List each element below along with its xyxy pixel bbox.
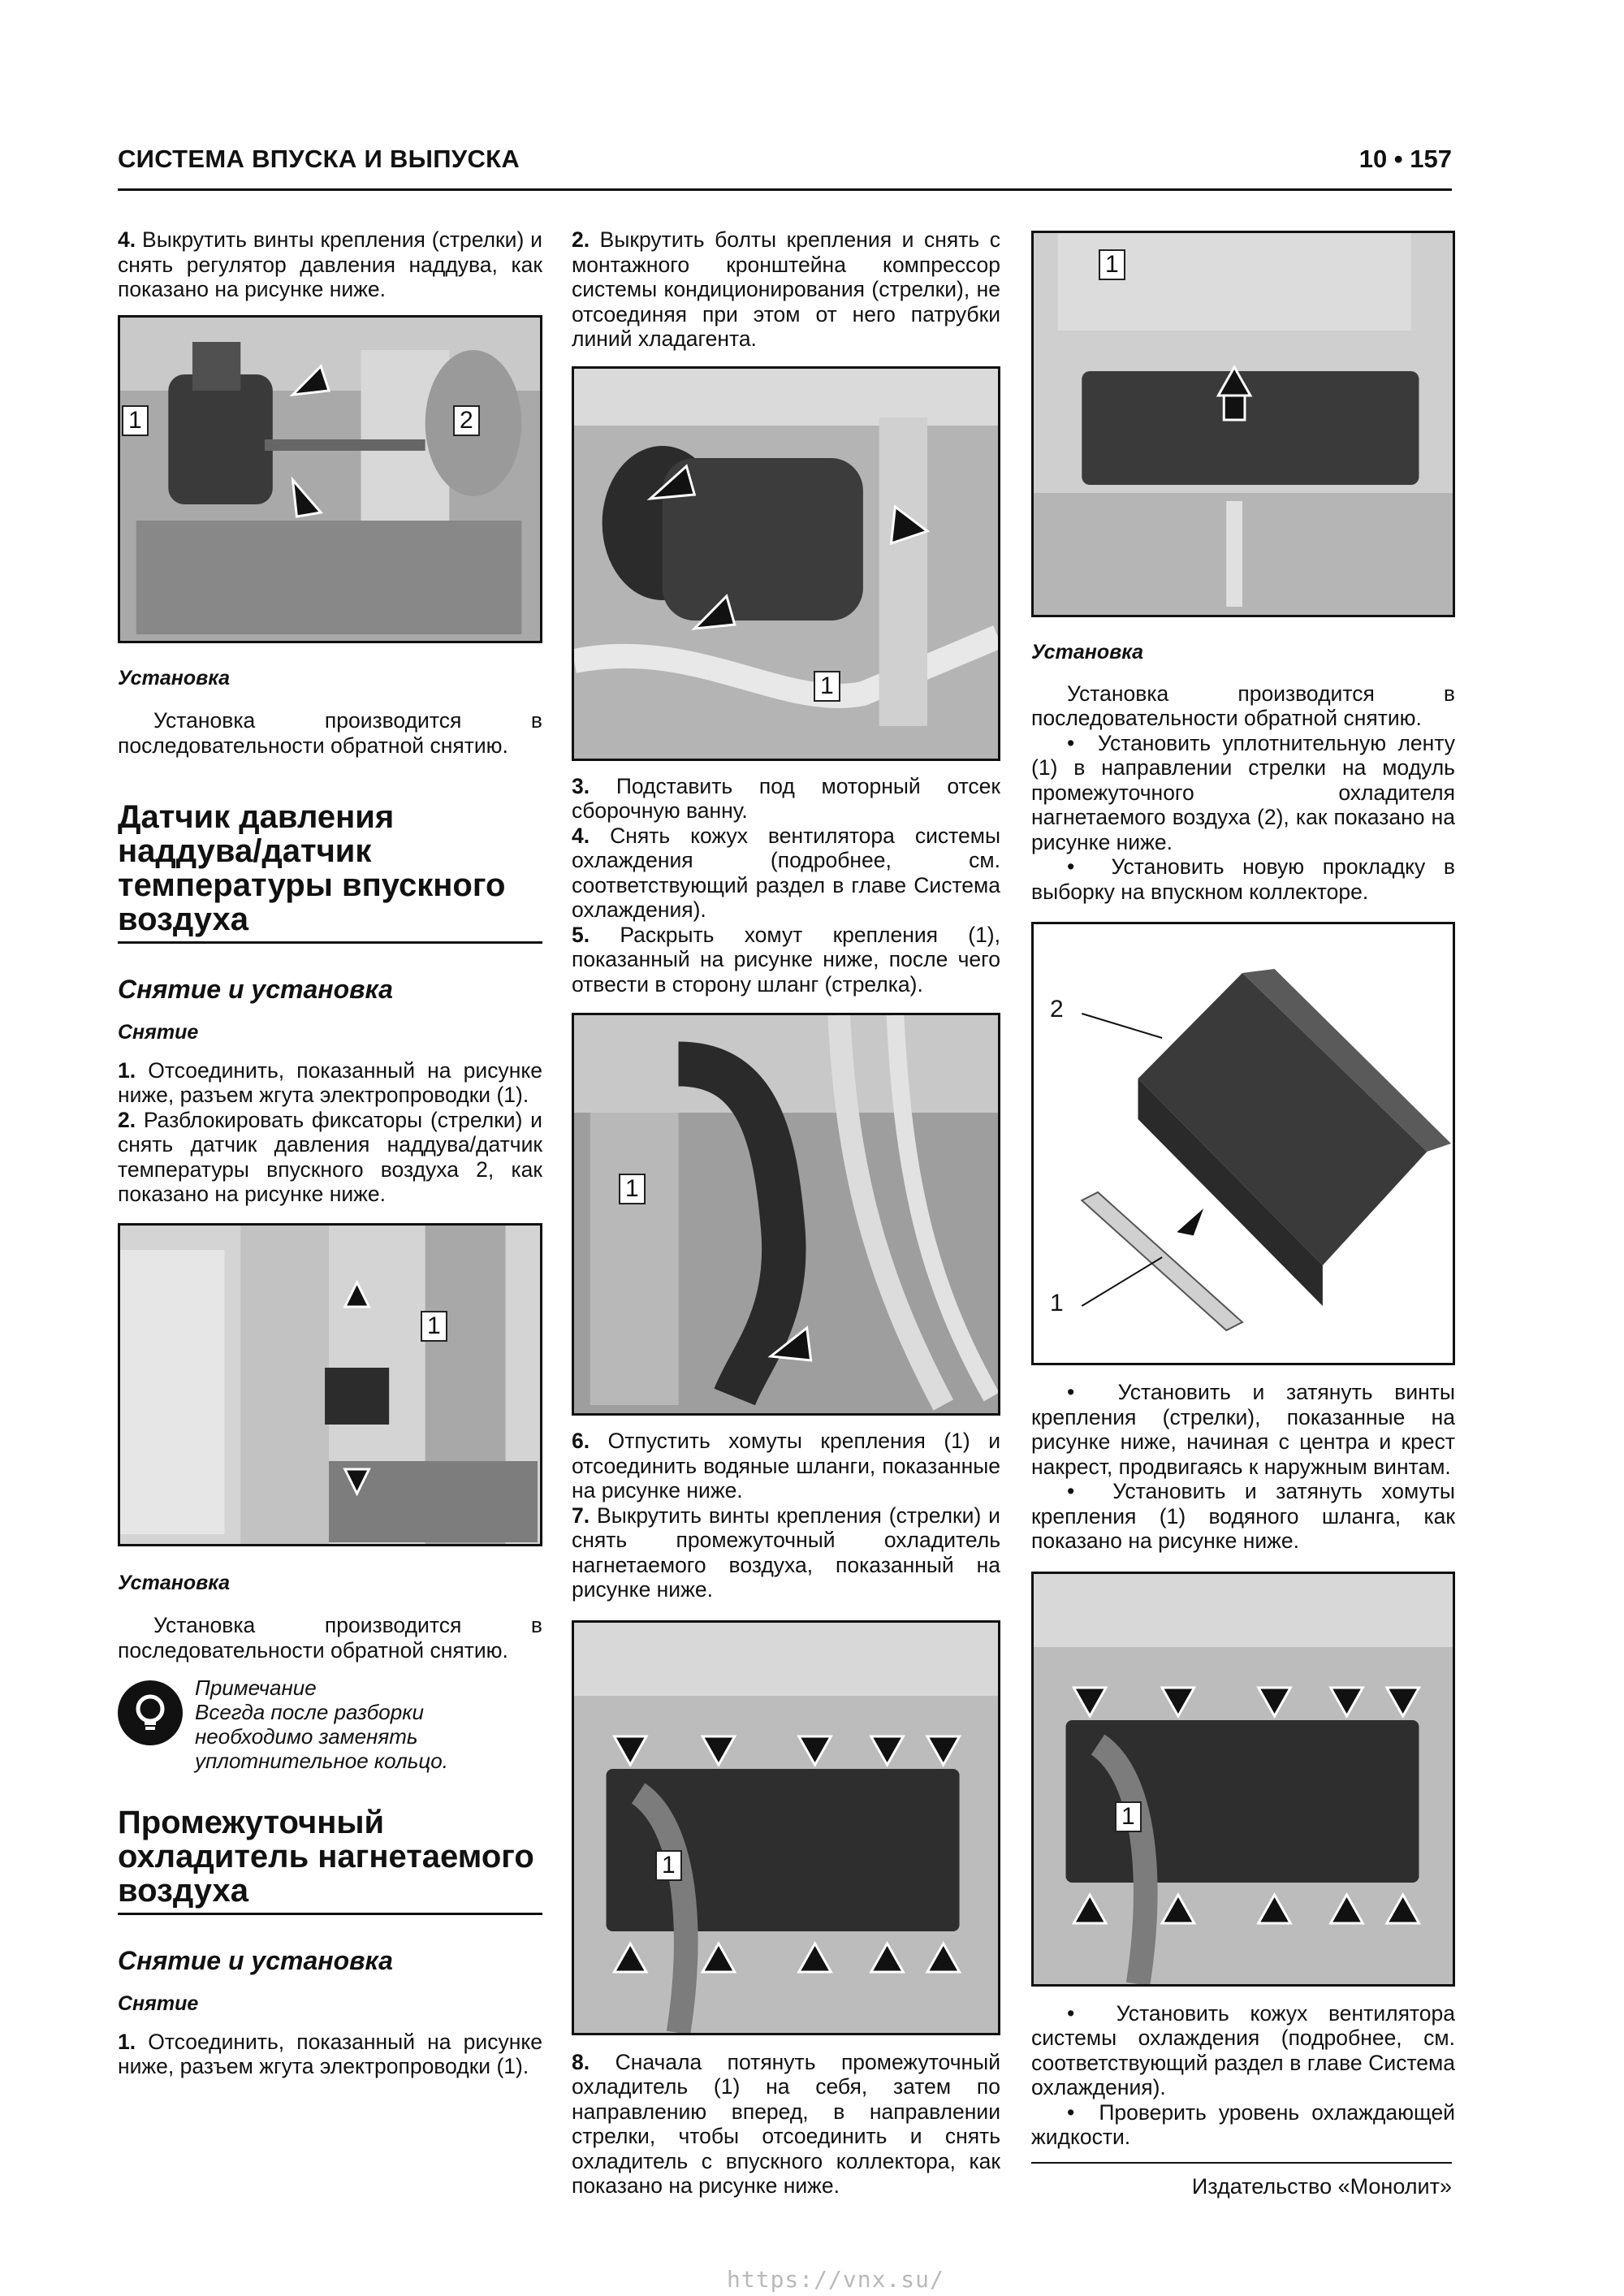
section-title: СИСТЕМА ВПУСКА И ВЫПУСКА xyxy=(118,145,520,173)
engine-photo xyxy=(574,369,998,759)
step-6 xyxy=(572,1429,1000,1503)
step-text: Раскрыть хомут крепления (1), показанный на рисунке ниже, после чего отвести в сторону шланг (стрелка). xyxy=(572,922,1000,997)
lightbulb-icon xyxy=(118,1680,183,1745)
figure-boost-sensor xyxy=(118,1223,542,1546)
callout-1: 1 xyxy=(655,1850,682,1881)
figure-seal-strip xyxy=(1031,922,1455,1365)
column-2 xyxy=(572,227,1000,2199)
step-8 xyxy=(572,2050,1000,2199)
step-text: Отпустить хомуты крепления (1) и отсоединить водяные шланги, показанные на рисунке ниже. xyxy=(572,1429,1000,1503)
section-heading-sensor: Датчик давления наддува/датчик температуры впускного воздуха xyxy=(118,800,542,944)
bullet-6: • Проверить уровень охлаждающей жидкости. xyxy=(1031,2100,1455,2150)
intercooler-drawing xyxy=(1034,924,1453,1363)
bullet-3: • Установить и затянуть винты крепления (стрелки), показанные на рисунке ниже, начиная с центра и крест накрест, продвигаясь к наружным винтам. xyxy=(1031,1380,1455,1479)
bullet-1: • Установить уплотнительную ленту (1) в направлении стрелки на модуль промежуточного охладителя нагнетаемого воздуха (2), как показано на рисунке ниже. xyxy=(1031,731,1455,855)
figure-boost-regulator xyxy=(118,315,542,643)
intercooler-step-1 xyxy=(118,2030,542,2079)
step-number: 2. xyxy=(572,227,590,252)
callout-1: 1 xyxy=(421,1311,447,1342)
callout-2: 2 xyxy=(453,405,480,436)
subsection-removal-install: Снятие и установка xyxy=(118,1946,393,1975)
bullet-5: • Установить кожух вентилятора системы охлаждения (подробнее, см. соответствующий раздел в главе Система охлаждения). xyxy=(1031,2001,1455,2100)
step-text: Сначала потянуть промежуточный охладитель (1) на себя, затем по направлению вперед, в направлении стрелки, чтобы отсоединить и снять охладитель с впускного коллектора, как показано на рисунке ниже. xyxy=(572,2049,1000,2198)
callout-2: 2 xyxy=(1045,996,1069,1023)
step-number: 2. xyxy=(118,1107,136,1132)
bullet-4: • Установить и затянуть хомуты крепления (1) водяного шланга, как показано на рисунке ниже. xyxy=(1031,1479,1455,1554)
removal-heading: Снятие xyxy=(118,1021,199,1044)
column-1 xyxy=(118,227,542,2079)
step-2 xyxy=(572,227,1000,352)
step-text: Отсоединить, показанный на рисунке ниже, разъем жгута электропроводки (1). xyxy=(118,1057,542,1107)
step-4 xyxy=(572,824,1000,923)
step-number: 1. xyxy=(118,2029,136,2054)
engine-photo xyxy=(1034,233,1453,615)
install-heading: Установка xyxy=(118,1571,231,1594)
engine-photo xyxy=(120,1226,540,1544)
engine-photo xyxy=(574,1623,998,2033)
step-text: Подставить под моторный отсек сборочную ванну. xyxy=(572,773,1000,823)
note-text: Всегда после разборки необходимо заменять уплотнительное кольцо. xyxy=(195,1700,448,1773)
callout-1: 1 xyxy=(1045,1290,1069,1317)
step-number: 1. xyxy=(118,1057,136,1083)
note-box xyxy=(118,1676,542,1773)
subsection-removal-install: Снятие и установка xyxy=(118,975,393,1004)
bullet-2: • Установить новую прокладку в выборку на впускном коллекторе. xyxy=(1031,854,1455,904)
step-number: 3. xyxy=(572,773,590,798)
lightbulb-glyph xyxy=(128,1691,172,1735)
figure-hose-clamp xyxy=(572,1013,1000,1416)
install-text: Установка производится в последовательности обратной снятию. xyxy=(118,708,542,758)
figure-ac-compressor xyxy=(572,366,1000,761)
step-text: Выкрутить винты крепления (стрелки) и снять регулятор давления наддува, как показано на рисунке ниже. xyxy=(118,227,542,301)
callout-1: 1 xyxy=(1099,249,1125,280)
install-heading: Установка xyxy=(118,666,231,690)
step-text: Выкрутить винты крепления (стрелки) и снять промежуточный охладитель нагнетаемого воздуха, показанный на рисунке ниже. xyxy=(572,1503,1000,1602)
removal-heading: Снятие xyxy=(118,1992,199,2015)
figure-intercooler-removal xyxy=(1031,231,1455,617)
footer-rule xyxy=(1031,2162,1452,2164)
install-text: Установка производится в последовательности обратной снятию. xyxy=(1031,681,1455,730)
step-5 xyxy=(572,923,1000,997)
engine-photo xyxy=(1034,1574,1453,1984)
publisher: Издательство «Монолит» xyxy=(1191,2174,1452,2199)
sensor-step-2 xyxy=(118,1108,542,1207)
column-3 xyxy=(1031,231,1455,2150)
step-number: 8. xyxy=(572,2049,590,2074)
figure-intercooler-bolts xyxy=(572,1620,1000,2035)
step-4 xyxy=(118,227,542,302)
step-number: 6. xyxy=(572,1429,590,1453)
figure-intercooler-install xyxy=(1031,1572,1455,1987)
step-text: Выкрутить болты крепления и снять с монтажного кронштейна компрессор системы кондиционирования (стрелки), не отсоединяя при этом от него патрубки линий хладагента. xyxy=(572,227,1000,351)
watermark-link[interactable]: https://vnx.su/ xyxy=(727,2266,944,2293)
note-title: Примечание xyxy=(195,1676,317,1700)
step-text: Разблокировать фиксаторы (стрелки) и снять датчик давления наддува/датчик температуры впускного воздуха 2, как показано на рисунке ниже. xyxy=(118,1107,542,1206)
install-text: Установка производится в последовательности обратной снятию. xyxy=(118,1613,542,1663)
engine-photo xyxy=(574,1015,998,1413)
step-number: 7. xyxy=(572,1503,590,1528)
header-rule xyxy=(118,188,1452,191)
step-number: 4. xyxy=(118,227,136,252)
engine-photo xyxy=(120,318,540,641)
sensor-step-1 xyxy=(118,1058,542,1108)
callout-1: 1 xyxy=(1115,1801,1142,1832)
step-7 xyxy=(572,1503,1000,1602)
callout-1: 1 xyxy=(814,671,840,702)
step-number: 4. xyxy=(572,823,590,848)
install-heading: Установка xyxy=(1031,641,1144,664)
callout-1: 1 xyxy=(619,1174,646,1204)
page-number: 10 • 157 xyxy=(1358,145,1452,173)
step-3 xyxy=(572,774,1000,824)
callout-1: 1 xyxy=(122,405,149,436)
section-heading-intercooler: Промежуточный охладитель нагнетаемого воздуха xyxy=(118,1805,542,1915)
step-text: Снять кожух вентилятора системы охлаждения (подробнее, см. соответствующий раздел в главе Система охлаждения). xyxy=(572,823,1000,922)
step-number: 5. xyxy=(572,922,590,947)
step-text: Отсоединить, показанный на рисунке ниже, разъем жгута электропроводки (1). xyxy=(118,2029,542,2078)
